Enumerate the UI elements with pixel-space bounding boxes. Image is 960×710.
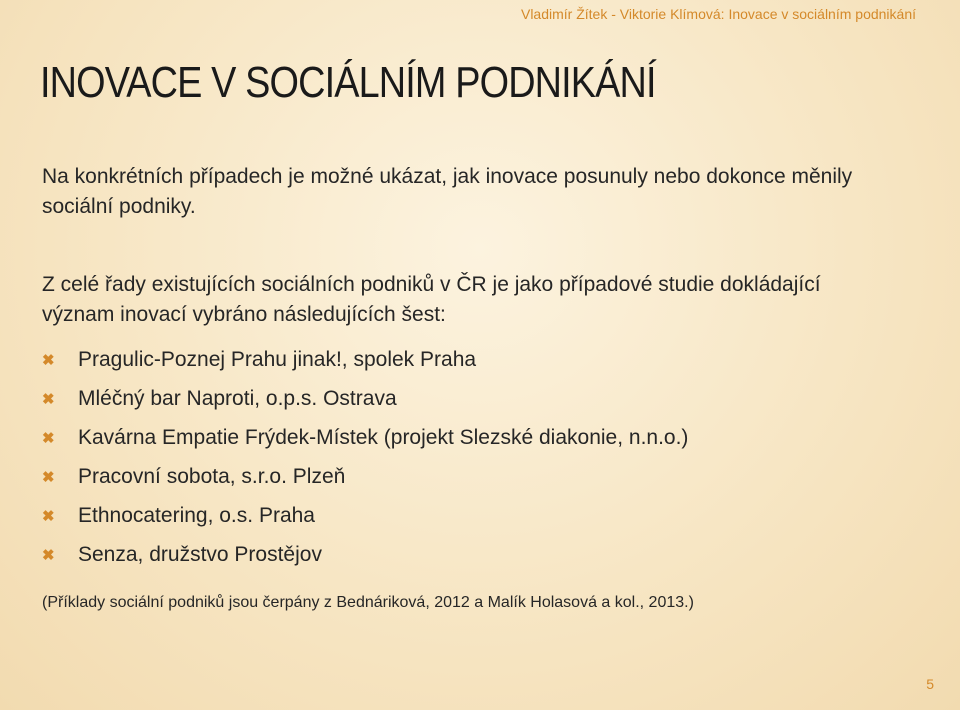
x-mark-icon: ✖: [42, 507, 55, 525]
list-item: [42, 496, 688, 535]
x-mark-icon: ✖: [42, 546, 55, 564]
list-item: [42, 418, 688, 457]
list-item: [42, 457, 688, 496]
slide-header: Vladimír Žítek - Viktorie Klímová: Inovace v sociálním podnikání: [520, 6, 916, 22]
list-item-label: Ethnocatering, o.s. Praha: [78, 503, 315, 527]
x-mark-icon: ✖: [42, 468, 55, 486]
list-item-label: Pragulic-Poznej Prahu jinak!, spolek Praha: [78, 347, 477, 371]
lead-paragraph: Z celé řady existujících sociálních podniků v ČR je jako případové studie dokládající význam inovací vybráno následujících šest:: [42, 273, 821, 326]
list-item: [42, 535, 688, 574]
list-item-label: Kavárna Empatie Frýdek-Místek (projekt Slezské diakonie, n.n.o.): [78, 425, 689, 449]
source-note: (Příklady sociální podniků jsou čerpány z Bednáriková, 2012 a Malík Holasová a kol., 2013.): [42, 594, 694, 611]
intro-paragraph: Na konkrétních případech je možné ukázat, jak inovace posunuly nebo dokonce měnily sociální podniky.: [42, 165, 853, 218]
case-study-list: [42, 340, 688, 574]
slide-title: INOVACE V SOCIÁLNÍM PODNIKÁNÍ: [40, 58, 656, 107]
list-item-label: Mléčný bar Naproti, o.p.s. Ostrava: [78, 386, 397, 410]
list-item: [42, 379, 688, 418]
page-number: 5: [926, 676, 934, 692]
list-item: [42, 340, 688, 379]
list-item-label: Pracovní sobota, s.r.o. Plzeň: [78, 464, 346, 488]
x-mark-icon: ✖: [42, 390, 55, 408]
x-mark-icon: ✖: [42, 429, 55, 447]
list-item-label: Senza, družstvo Prostějov: [78, 542, 322, 566]
x-mark-icon: ✖: [42, 351, 55, 369]
